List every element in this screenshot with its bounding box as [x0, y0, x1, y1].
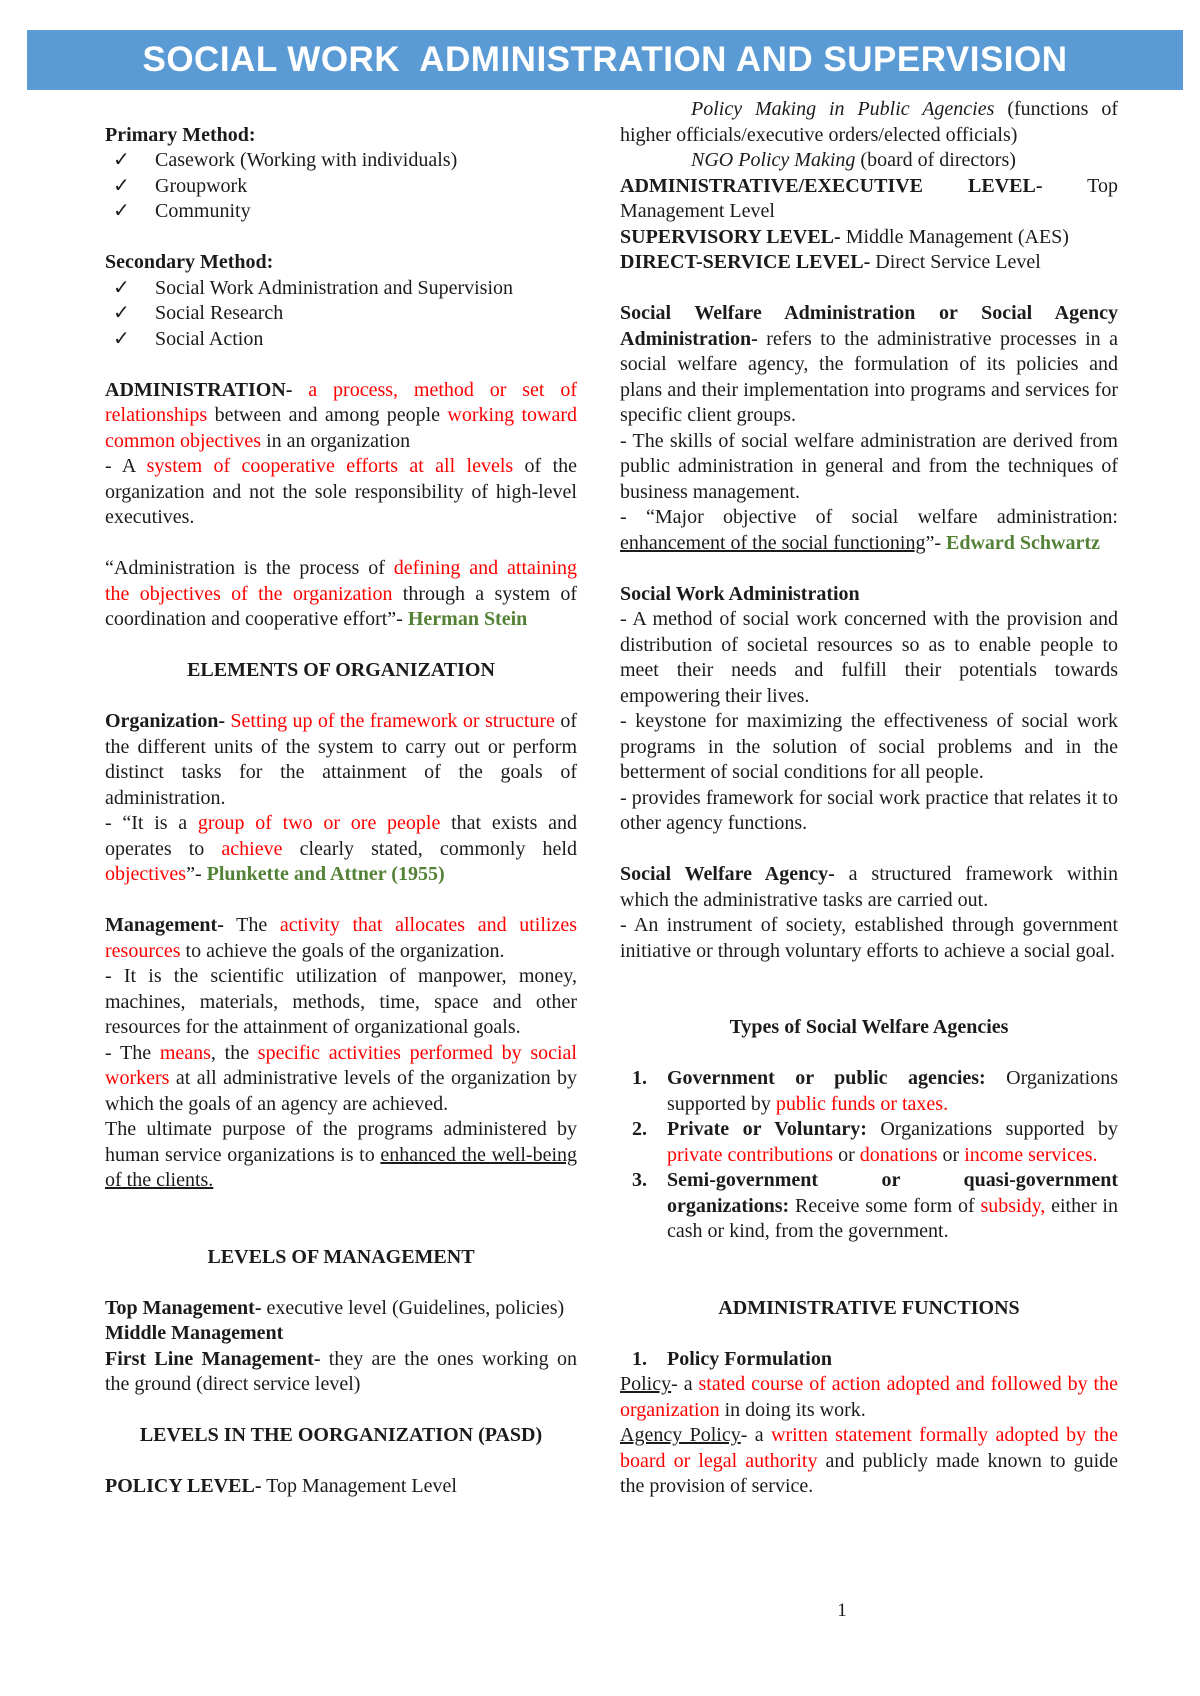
paragraph	[105, 811, 577, 888]
paragraph	[105, 556, 577, 633]
checklist-label: Community	[155, 200, 251, 222]
spacer	[620, 837, 1118, 863]
spacer	[105, 1449, 577, 1475]
text-segment: working toward common objectives	[105, 404, 577, 452]
text-segment: - a	[671, 1373, 699, 1395]
spacer	[620, 1245, 1118, 1271]
text-segment: stated course of action adopted and followed by the organization	[620, 1373, 1118, 1421]
text-segment: - It is the scientific utilization of manpower, money, machines, materials, methods, time, space and other resources for the attainment of organizational goals.	[105, 965, 577, 1038]
text-segment: (board of directors)	[855, 149, 1016, 171]
text-segment: Secondary Method:	[105, 251, 274, 273]
text-segment: to achieve the goals of the organization.	[180, 939, 505, 962]
check-icon: ✓	[113, 327, 130, 350]
text-segment: in doing its work.	[719, 1398, 866, 1421]
text-segment: means	[159, 1041, 211, 1064]
text-segment: The ultimate purpose of the programs administered by human service organizations is to	[105, 1118, 577, 1166]
text-segment: (functions of higher officials/executive orders/elected officials)	[620, 98, 1118, 146]
checklist-item	[105, 276, 577, 302]
text-segment: Social Work Administration	[620, 582, 860, 605]
text-segment: a structured framework within which the administrative tasks are carried out.	[620, 863, 1118, 911]
paragraph	[105, 1117, 577, 1194]
numbered-item	[620, 1117, 1118, 1168]
spacer	[105, 97, 577, 123]
check-icon: ✓	[113, 200, 130, 222]
item-number: 1.	[632, 1067, 647, 1089]
section-heading	[105, 1423, 577, 1449]
text-segment: Semi-government or quasi-government organizations:	[667, 1169, 1118, 1217]
text-segment: specific activities performed by social workers	[105, 1041, 577, 1089]
paragraph	[105, 123, 577, 149]
text-segment: Organization-	[105, 710, 225, 732]
text-segment: enhancement of the social functioning	[620, 531, 926, 554]
text-segment: The	[223, 914, 280, 936]
spacer	[620, 1270, 1118, 1296]
text-segment: Top Management Level	[620, 174, 1118, 222]
text-segment: Agency Policy	[620, 1424, 741, 1446]
paragraph	[620, 582, 1118, 608]
spacer	[620, 556, 1118, 582]
spacer	[620, 1041, 1118, 1067]
text-segment: Policy Formulation	[667, 1347, 832, 1370]
check-icon: ✓	[113, 174, 130, 197]
text-segment: LEVELS OF MANAGEMENT	[207, 1245, 475, 1268]
checklist-item	[105, 174, 577, 200]
text-segment: DIRECT-SERVICE LEVEL-	[620, 251, 871, 273]
spacer	[105, 1270, 577, 1296]
page-title: SOCIAL WORK ADMINISTRATION AND SUPERVISION	[142, 40, 1068, 79]
text-segment: private contributions	[667, 1143, 834, 1166]
spacer	[105, 1398, 577, 1424]
text-segment: - A	[105, 455, 147, 477]
text-segment: Types of Social Welfare Agencies	[729, 1016, 1009, 1038]
text-segment: Herman Stein	[407, 608, 528, 630]
text-segment: refers to the administrative processes in a social welfare agency, the formulation of its policies and plans and their implementation into programs and services for specific client groups.	[620, 327, 1118, 426]
paragraph	[105, 1321, 577, 1347]
text-segment: Organizations supported by	[866, 1118, 1118, 1140]
paragraph	[105, 454, 577, 531]
paragraph	[105, 913, 577, 964]
text-segment: Private or Voluntary:	[667, 1118, 867, 1140]
text-segment: ADMINISTRATION-	[105, 378, 293, 401]
numbered-item	[620, 1168, 1118, 1245]
text-segment: donations	[859, 1143, 938, 1166]
text-segment: Management-	[105, 914, 224, 936]
text-segment: they are the ones working on the ground (direct service level)	[105, 1347, 577, 1395]
text-segment: “Administration is the process of	[105, 557, 394, 579]
column-right	[620, 97, 1118, 1500]
paragraph	[620, 1423, 1118, 1500]
paragraph	[620, 1372, 1118, 1423]
section-heading	[620, 1296, 1118, 1322]
text-segment: First Line Management-	[105, 1347, 321, 1370]
text-segment: Policy	[620, 1373, 672, 1395]
text-segment: or	[833, 1143, 860, 1166]
text-segment: and publicly made known to guide the provision of service.	[620, 1449, 1119, 1497]
paragraph	[105, 1347, 577, 1398]
checklist-item	[105, 301, 577, 327]
text-segment: - The	[105, 1041, 160, 1064]
text-segment: - “It is a	[105, 812, 198, 834]
spacer	[105, 225, 577, 251]
text-segment: Setting up of the framework or structure	[230, 710, 555, 732]
text-segment: - An instrument of society, established through government initiative or through voluntary efforts to achieve a social goal.	[620, 914, 1118, 962]
title-banner	[27, 30, 1183, 90]
text-segment: - The skills of social welfare administration are derived from public administration in general and from the techniques of business management.	[620, 429, 1118, 503]
text-segment: that exists and operates to	[105, 812, 577, 860]
paragraph	[620, 505, 1118, 556]
paragraph	[620, 97, 1118, 148]
paragraph	[620, 862, 1118, 913]
text-segment: either in cash or kind, from the government.	[667, 1194, 1118, 1242]
text-segment: group of two or ore people	[197, 812, 441, 834]
text-segment: - provides framework for social work practice that relates it to other agency functions.	[620, 786, 1118, 834]
text-segment: income services.	[964, 1143, 1098, 1166]
text-segment: executive level (Guidelines, policies)	[261, 1296, 565, 1319]
text-segment: written statement formally adopted by the board or legal authority	[620, 1424, 1119, 1472]
numbered-item	[620, 1066, 1118, 1117]
paragraph	[105, 1296, 577, 1322]
item-number: 2.	[632, 1118, 647, 1140]
text-segment: Government or public agencies:	[667, 1067, 986, 1089]
text-segment: of the different units of the system to carry out or perform distinct tasks for the attainment of the goals of administration.	[105, 710, 577, 809]
text-segment: - A method of social work concerned with the provision and distribution of societal resources so as to enable people to meet their needs and fulfill their potentials towards empowering their lives.	[620, 608, 1118, 707]
text-segment: Edward Schwartz	[946, 531, 1100, 554]
paragraph	[620, 607, 1118, 709]
text-segment: LEVELS IN THE OORGANIZATION (PASD)	[139, 1424, 543, 1446]
section-heading	[105, 658, 577, 684]
check-icon: ✓	[113, 276, 130, 299]
text-segment: achieve	[221, 837, 283, 860]
text-segment: ”-	[186, 863, 207, 885]
text-segment: Policy Making in Public Agencies	[691, 98, 995, 120]
text-segment: enhanced the well-being of the clients.	[105, 1143, 578, 1191]
checklist-item	[105, 199, 577, 225]
text-segment: of the organization and not the sole responsibility of high-level executives.	[105, 455, 577, 528]
text-segment: - keystone for maximizing the effectiveness of social work programs in the solution of social problems and in the betterment of social conditions for all people.	[620, 710, 1118, 783]
paragraph	[620, 301, 1118, 429]
spacer	[620, 990, 1118, 1016]
spacer	[105, 888, 577, 914]
spacer	[105, 1194, 577, 1220]
spacer	[105, 1219, 577, 1245]
text-segment: objectives	[105, 863, 187, 885]
text-segment: a process, method or set of relationships	[105, 378, 578, 426]
text-segment: at all administrative levels of the organization by which the goals of an agency are achieved.	[105, 1067, 577, 1115]
section-heading	[105, 1245, 577, 1271]
paragraph	[620, 709, 1118, 786]
checklist-item	[105, 327, 577, 353]
text-segment: Social Welfare Administration or Social Agency Administration-	[620, 302, 1118, 350]
text-segment: Middle Management	[105, 1322, 284, 1344]
text-segment: Plunkette and Attner (1955)	[206, 863, 445, 885]
paragraph	[620, 174, 1118, 225]
page-number: 1	[837, 1600, 847, 1621]
paragraph	[105, 1474, 577, 1500]
checklist-label: Social Work Administration and Supervision	[155, 276, 513, 299]
checklist-label: Social Action	[155, 327, 264, 350]
text-segment: ”-	[925, 531, 946, 554]
spacer	[620, 1321, 1118, 1347]
text-segment: subsidy,	[980, 1194, 1046, 1217]
spacer	[620, 276, 1118, 302]
numbered-item	[620, 1347, 1118, 1373]
spacer	[620, 964, 1118, 990]
checklist-label: Social Research	[155, 302, 284, 324]
text-segment: - a	[740, 1424, 772, 1446]
paragraph	[105, 250, 577, 276]
text-segment: ADMINISTRATIVE/EXECUTIVE LEVEL-	[620, 174, 1043, 197]
checklist-label: Casework (Working with individuals)	[155, 149, 458, 171]
text-segment: NGO Policy Making	[691, 149, 856, 171]
text-segment: activity that allocates and utilizes resources	[105, 914, 577, 962]
text-segment	[292, 379, 308, 401]
text-segment: defining and attaining the objectives of the organization	[105, 557, 577, 605]
text-segment: Top Management-	[105, 1296, 262, 1319]
paragraph	[105, 1041, 577, 1118]
text-segment: , the	[210, 1041, 258, 1064]
text-segment: between and among people	[207, 404, 448, 426]
text-segment: Social Welfare Agency-	[620, 863, 835, 885]
checklist-item	[105, 148, 577, 174]
text-segment: Top Management Level	[261, 1475, 457, 1497]
paragraph	[105, 709, 577, 811]
text-segment: ADMINISTRATIVE FUNCTIONS	[718, 1296, 1020, 1319]
paragraph	[620, 786, 1118, 837]
text-segment: system of cooperative efforts at all levels	[146, 455, 514, 477]
spacer	[105, 633, 577, 659]
check-icon: ✓	[113, 302, 130, 324]
column-left	[105, 97, 577, 1500]
text-segment: SUPERVISORY LEVEL-	[620, 225, 841, 248]
paragraph	[620, 148, 1118, 174]
text-segment: - “Major objective of social welfare administration:	[620, 506, 1118, 528]
paragraph	[105, 378, 577, 455]
text-segment: clearly stated, commonly held	[282, 837, 577, 860]
text-segment: or	[937, 1143, 965, 1166]
paragraph	[620, 913, 1118, 964]
text-segment: Direct Service Level	[870, 251, 1041, 273]
text-segment: Organizations supported by	[667, 1067, 1118, 1115]
item-number: 1.	[632, 1347, 647, 1370]
text-segment: POLICY LEVEL-	[105, 1475, 262, 1497]
spacer	[105, 684, 577, 710]
check-icon: ✓	[113, 149, 130, 171]
text-segment: Middle Management (AES)	[840, 225, 1069, 248]
text-segment: Receive some form of	[789, 1194, 981, 1217]
checklist-label: Groupwork	[155, 174, 248, 197]
text-segment: in an organization	[261, 429, 411, 452]
spacer	[105, 352, 577, 378]
paragraph	[620, 429, 1118, 506]
paragraph	[105, 964, 577, 1041]
spacer	[105, 531, 577, 557]
item-number: 3.	[632, 1169, 647, 1191]
text-segment: ELEMENTS OF ORGANIZATION	[187, 659, 495, 681]
text-segment: Primary Method:	[105, 123, 256, 146]
text-segment: through a system of coordination and cooperative effort”-	[105, 582, 577, 630]
paragraph	[620, 225, 1118, 251]
section-heading	[620, 1015, 1118, 1041]
paragraph	[620, 250, 1118, 276]
text-segment: public funds or taxes.	[775, 1092, 949, 1115]
